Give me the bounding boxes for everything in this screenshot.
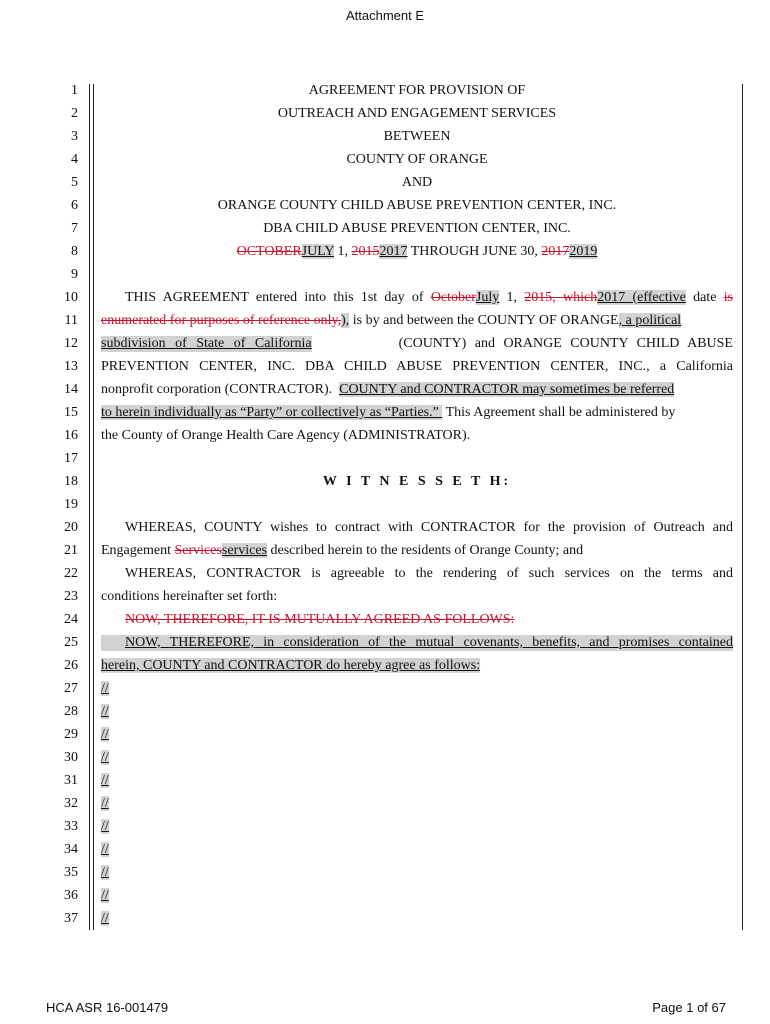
slash-line (101, 773, 733, 789)
deleted-text: 2017 (541, 244, 570, 259)
line-number: 7 (71, 221, 78, 236)
text-run: Engagement (101, 543, 175, 558)
slash-line (101, 911, 733, 927)
slash-line (101, 750, 733, 766)
footer-page-number: Page 1 of 67 (652, 1000, 726, 1015)
whereas-line-23: conditions hereinafter set forth: (101, 589, 278, 604)
page-header: Attachment E (345, 8, 425, 23)
deleted-text: OCTOBER (236, 244, 302, 259)
title-line-6: ORANGE COUNTY CHILD ABUSE PREVENTION CENTER, INC. (217, 198, 617, 213)
line-number: 25 (64, 635, 78, 650)
line-number: 23 (64, 589, 78, 604)
text-run: This Agreement shall be administered by (442, 405, 676, 420)
title-line-2: OUTREACH AND ENGAGEMENT SERVICES (277, 106, 557, 121)
slash-marker: // (101, 681, 109, 696)
text-run: (COUNTY) and ORANGE COUNTY CHILD ABUSE (398, 336, 733, 351)
line-number: 10 (64, 290, 78, 305)
footer-document-id: HCA ASR 16-001479 (46, 1000, 169, 1015)
left-margin-rule-outer (89, 84, 90, 930)
deleted-text: Services (174, 543, 222, 558)
slash-marker: // (101, 704, 109, 719)
inserted-text: JULY (301, 244, 334, 259)
agreement-para-line-10 (101, 290, 733, 306)
slash-marker: // (101, 750, 109, 765)
inserted-text: subdivision of State of California (101, 336, 312, 351)
inserted-text: to herein individually as “Party” or collectively as “Parties.” (101, 405, 443, 420)
line-number: 27 (64, 681, 78, 696)
deleted-text: October (430, 290, 476, 305)
title-line-1: AGREEMENT FOR PROVISION OF (308, 83, 526, 98)
slash-line (101, 819, 733, 835)
title-line-7: DBA CHILD ABUSE PREVENTION CENTER, INC. (263, 221, 571, 236)
right-margin-rule (742, 84, 743, 930)
line-number: 15 (64, 405, 78, 420)
slash-marker: // (101, 819, 109, 834)
line-number: 24 (64, 612, 78, 627)
slash-line (101, 727, 733, 743)
deleted-now-therefore-line (101, 612, 733, 628)
line-number: 4 (71, 152, 78, 167)
title-line-3: BETWEEN (383, 129, 451, 144)
slash-marker: // (101, 842, 109, 857)
line-number: 13 (64, 359, 78, 374)
whereas-line-22: WHEREAS, CONTRACTOR is agreeable to the rendering of such services on the terms and (125, 566, 733, 581)
inserted-text: ), (341, 313, 350, 328)
deleted-text: is (723, 290, 734, 305)
slash-line (101, 681, 733, 697)
deleted-text: NOW, THEREFORE, IT IS MUTUALLY AGREED AS FOLLOWS: (125, 612, 515, 627)
agreement-para-line-16: the County of Orange Health Care Agency (ADMINISTRATOR). (101, 428, 471, 443)
inserted-text: 2019 (569, 244, 598, 259)
line-number: 34 (64, 842, 78, 857)
agreement-para-line-11 (101, 313, 733, 329)
line-number: 26 (64, 658, 78, 673)
slash-line (101, 888, 733, 904)
line-number: 3 (71, 129, 78, 144)
text-run: is by and between the COUNTY OF ORANGE (349, 313, 619, 328)
deleted-text: 2015, which (524, 290, 598, 305)
line-number: 17 (64, 451, 78, 466)
whereas-line-20: WHEREAS, COUNTY wishes to contract with CONTRACTOR for the provision of Outreach and (125, 520, 733, 535)
text-run: described herein to the residents of Orange County; and (267, 543, 584, 558)
title-line-5: AND (401, 175, 433, 190)
inserted-text: 2017 (379, 244, 408, 259)
agreement-para-line-13: PREVENTION CENTER, INC. DBA CHILD ABUSE PREVENTION CENTER, INC., a California (101, 359, 733, 374)
text-run: 1, (333, 244, 352, 259)
deleted-text: enumerated for purposes of reference only, (101, 313, 342, 328)
slash-marker: // (101, 796, 109, 811)
inserted-text: , a political (618, 313, 682, 328)
deleted-text: 2015 (351, 244, 380, 259)
text-run: date (685, 290, 724, 305)
slash-line (101, 865, 733, 881)
line-number: 12 (64, 336, 78, 351)
slash-marker: // (101, 865, 109, 880)
left-margin-rule-inner (93, 84, 94, 930)
slash-marker: // (101, 888, 109, 903)
text-run: nonprofit corporation (CONTRACTOR). (101, 382, 340, 397)
inserted-text: July (475, 290, 500, 305)
text-run: 1, (499, 290, 525, 305)
text-run: THIS AGREEMENT entered into this 1st day of (125, 290, 431, 305)
line-number: 6 (71, 198, 78, 213)
slash-line (101, 842, 733, 858)
line-number: 19 (64, 497, 78, 512)
text-run: THROUGH JUNE 30, (407, 244, 542, 259)
line-number: 21 (64, 543, 78, 558)
line-number: 1 (71, 83, 78, 98)
inserted-text: COUNTY and CONTRACTOR may sometimes be referred (339, 382, 675, 397)
line-number: 29 (64, 727, 78, 742)
agreement-para-line-12 (101, 336, 733, 352)
inserted-text: 2017 (effective (597, 290, 686, 305)
line-number: 32 (64, 796, 78, 811)
line-number: 8 (71, 244, 78, 259)
line-number: 9 (71, 267, 78, 282)
title-line-4: COUNTY OF ORANGE (346, 152, 488, 167)
line-number: 35 (64, 865, 78, 880)
now-therefore-line-26 (101, 658, 733, 674)
line-number: 28 (64, 704, 78, 719)
inserted-text: services (221, 543, 268, 558)
line-number: 2 (71, 106, 78, 121)
line-number: 14 (64, 382, 78, 397)
line-number: 16 (64, 428, 78, 443)
witnesseth-heading: W I T N E S S E T H: (322, 474, 512, 489)
slash-line (101, 704, 733, 720)
slash-marker: // (101, 911, 109, 926)
slash-marker: // (101, 773, 109, 788)
now-therefore-line-25: NOW, THEREFORE, in consideration of the mutual covenants, benefits, and promises contained (101, 635, 733, 651)
line-number: 36 (64, 888, 78, 903)
line-number: 37 (64, 911, 78, 926)
line-number: 22 (64, 566, 78, 581)
inserted-text: herein, COUNTY and CONTRACTOR do hereby agree as follows: (101, 658, 481, 673)
line-number: 33 (64, 819, 78, 834)
agreement-para-line-14 (101, 382, 733, 398)
line-number: 18 (64, 474, 78, 489)
slash-line (101, 796, 733, 812)
line-number: 11 (64, 313, 78, 328)
agreement-para-line-15 (101, 405, 733, 421)
line-number: 31 (64, 773, 78, 788)
title-term-line (101, 244, 733, 260)
line-number: 30 (64, 750, 78, 765)
slash-marker: // (101, 727, 109, 742)
whereas-line-21 (101, 543, 733, 559)
line-number: 5 (71, 175, 78, 190)
line-number: 20 (64, 520, 78, 535)
